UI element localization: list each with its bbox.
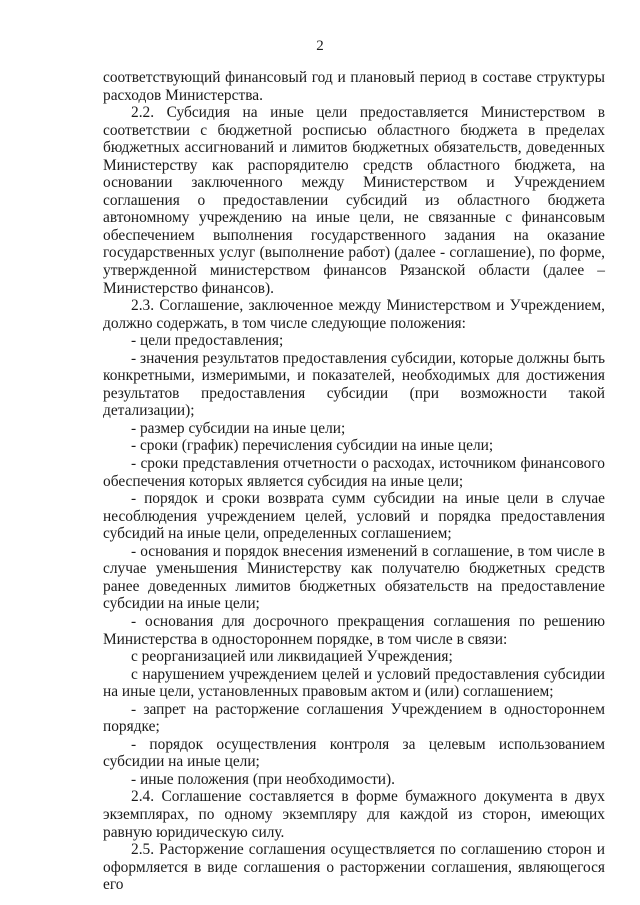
paragraph-2-3: 2.3. Соглашение, заключенное между Министерством и Учреждением, должно содержать, в том числе следующие положения: (103, 297, 605, 332)
list-item-prohibition: - запрет на расторжение соглашения Учреждением в одностороннем порядке; (103, 700, 605, 736)
list-item-amendments: - основания и порядок внесения изменений в соглашение, в том числе в случае уменьшения Министерству как получателю бюджетных средств ранее доведенных лимитов бюджетных обязательств на предоставление субсидии на иные цели; (103, 542, 605, 613)
list-item-results: - значения результатов предоставления субсидии, которые должны быть конкретными, измеримыми, и показателей, необходимых для достижения результатов предоставления субсидии (при возможности такой детализации); (103, 349, 605, 420)
list-item-termination-grounds: - основания для досрочного прекращения соглашения по решению Министерства в одностороннем порядке, в том числе в связи: (103, 612, 605, 648)
page-number: 2 (316, 38, 324, 54)
document-body (103, 69, 605, 894)
sub-item-violation: с нарушением учреждением целей и условий предоставления субсидии на иные цели, установленных правовым актом и (или) соглашением; (103, 665, 605, 701)
list-item-reporting: - сроки представления отчетности о расходах, источником финансового обеспечения которых является субсидия на иные цели; (103, 455, 605, 490)
paragraph-2-2: 2.2. Субсидия на иные цели предоставляется Министерством в соответствии с бюджетной росписью областного бюджета в пределах бюджетных ассигнований и лимитов бюджетных обязательств, доведенных Министерству как распорядителю средств областного бюджета, на основании заключенного между Министерством и Учреждением соглашения о предоставлении субсидий из областного бюджета автономному учреждению на иные цели, не связанные с финансовым обеспечением выполнения государственного задания на оказание государственных услуг (выполнение работ) (далее - соглашение), по форме, утвержденной министерством финансов Рязанской области (далее – Министерство финансов). (103, 104, 605, 297)
list-item-other: - иные положения (при необходимости). (131, 770, 396, 788)
list-item-amount: - размер субсидии на иные цели; (131, 419, 346, 437)
list-item-control: - порядок осуществления контроля за целевым использованием субсидии на иные цели; (103, 735, 605, 771)
paragraph-2-5: 2.5. Расторжение соглашения осуществляется по соглашению сторон и оформляется в виде соглашения о расторжении соглашения, являющегося его (103, 841, 605, 894)
list-item-goals: - цели предоставления; (131, 332, 284, 350)
paragraph-2-4: 2.4. Соглашение составляется в форме бумажного документа в двух экземплярах, по одному экземпляру для каждой из сторон, имеющих равную юридическую силу. (103, 788, 605, 841)
list-item-refund: - порядок и сроки возврата сумм субсидии на иные цели в случае несоблюдения учреждением целей, условий и порядка предоставления субсидий на иные цели, определенных соглашением; (103, 490, 605, 543)
paragraph-continuation: соответствующий финансовый год и плановый период в составе структуры расходов Министерства. (103, 69, 605, 104)
list-item-schedule: - сроки (график) перечисления субсидии на иные цели; (131, 437, 494, 455)
sub-item-reorganization: с реорганизацией или ликвидацией Учреждения; (131, 648, 453, 666)
